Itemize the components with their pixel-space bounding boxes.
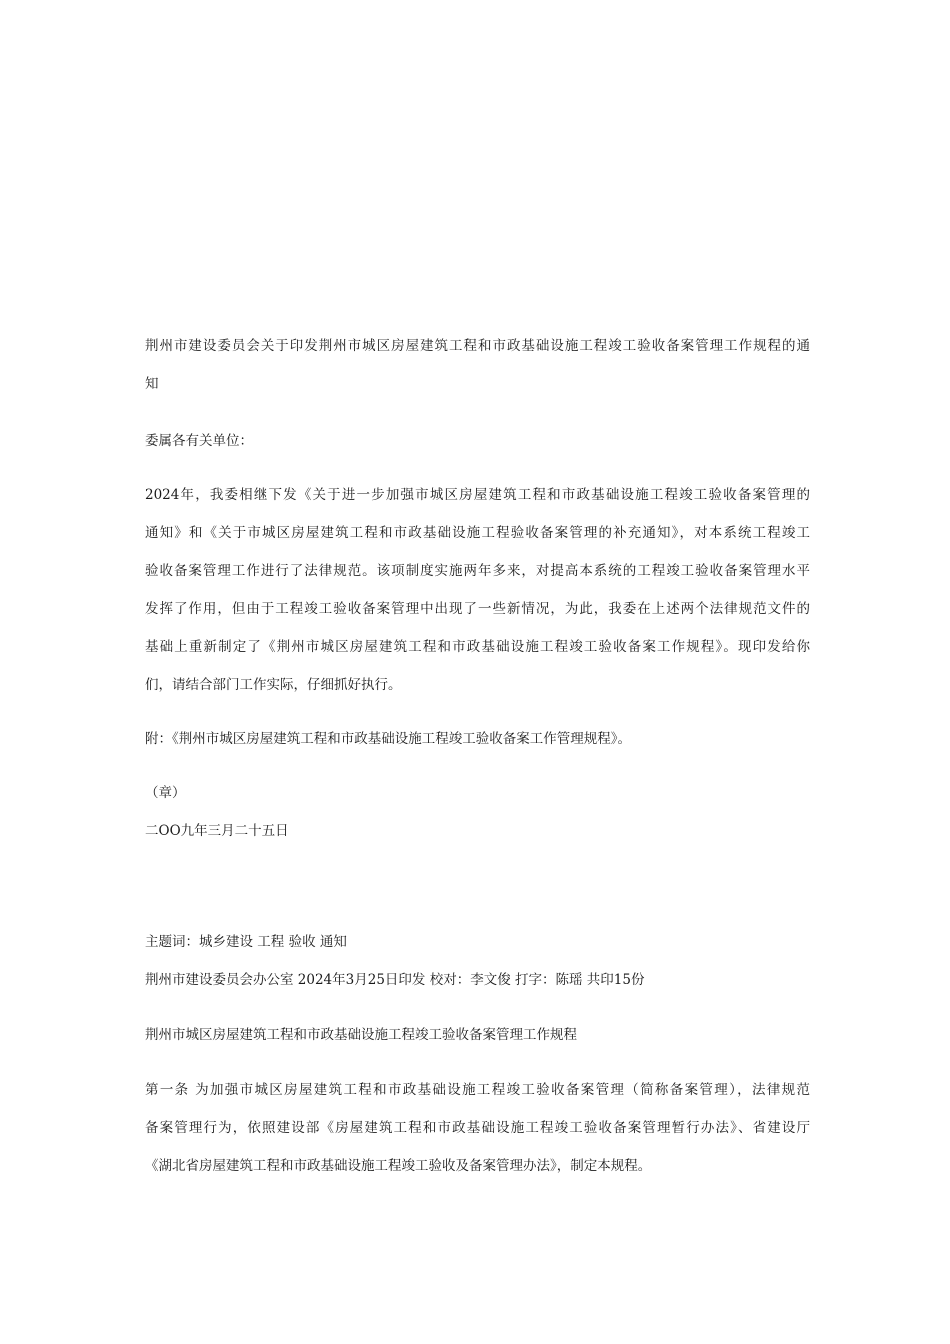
salutation: 委属各有关单位： [145, 433, 253, 449]
issuance-line: 荆州市建设委员会办公室 2024年3月25日印发 校对：李文俊 打字：陈瑶 共印15份 [145, 972, 645, 988]
body-line-4: 发挥了作用，但由于工程竣工验收备案管理中出现了一些新情况，为此，我委在上述两个法律规范文件的 [145, 601, 810, 617]
body-line-6: 们，请结合部门工作实际，仔细抓好执行。 [145, 677, 402, 693]
article-line-1: 第一条 为加强市城区房屋建筑工程和市政基础设施工程竣工验收备案管理（简称备案管理），法律规范 [145, 1082, 810, 1098]
body-line-3: 验收备案管理工作进行了法律规范。该项制度实施两年多来，对提高本系统的工程竣工验收备案管理水平 [145, 563, 810, 579]
body-paragraph [145, 476, 810, 704]
title-line-1: 荆州市建设委员会关于印发荆州市城区房屋建筑工程和市政基础设施工程竣工验收备案管理工作规程的通 [145, 338, 810, 354]
article-1 [145, 1071, 810, 1185]
article-line-2: 备案管理行为，依照建设部《房屋建筑工程和市政基础设施工程竣工验收备案管理暂行办法》、省建设厅 [145, 1120, 810, 1136]
article-line-3: 《湖北省房屋建筑工程和市政基础设施工程竣工验收及备案管理办法》，制定本规程。 [145, 1158, 652, 1174]
body-line-5: 基础上重新制定了《荆州市城区房屋建筑工程和市政基础设施工程竣工验收备案工作规程》。现印发给你 [145, 639, 810, 655]
body-line-2: 通知》和《关于市城区房屋建筑工程和市政基础设施工程验收备案管理的补充通知》，对本系统工程竣工 [145, 525, 810, 541]
seal-mark: （章） [145, 785, 186, 801]
title-line-2: 知 [145, 376, 159, 392]
document-date: 二OO九年三月二十五日 [145, 823, 289, 839]
regulation-title: 荆州市城区房屋建筑工程和市政基础设施工程竣工验收备案管理工作规程 [145, 1027, 577, 1043]
body-line-1: 2024年，我委相继下发《关于进一步加强市城区房屋建筑工程和市政基础设施工程竣工验收备案管理的 [145, 487, 810, 503]
keywords-line: 主题词：城乡建设 工程 验收 通知 [145, 934, 347, 950]
document-title [145, 327, 810, 403]
attachment-note: 附：《荆州市城区房屋建筑工程和市政基础设施工程竣工验收备案工作管理规程》。 [145, 731, 631, 747]
